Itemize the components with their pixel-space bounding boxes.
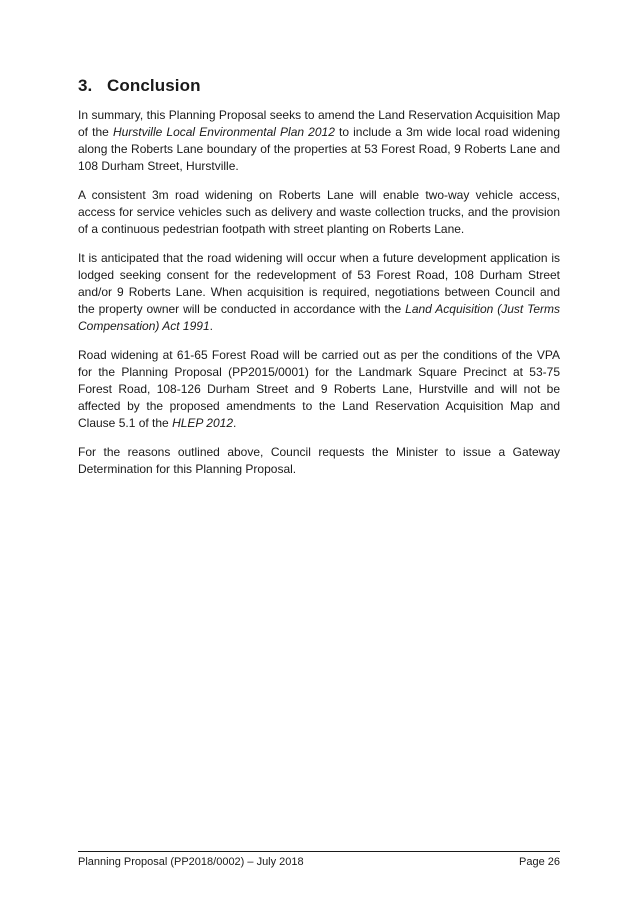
paragraph-road-widening: [78, 187, 560, 238]
footer-divider: [78, 851, 560, 852]
paragraph-text: A consistent 3m road widening on Roberts Lane will enable two-way vehicle access, access for service vehicles such as delivery and waste collection trucks, and the provision of a continuous pedestrian footpath with street planting on Roberts Lane.: [78, 188, 560, 236]
page-number: Page 26: [519, 856, 560, 868]
paragraph-text: For the reasons outlined above, Council requests the Minister to issue a Gateway Determination for this Planning Proposal.: [78, 445, 560, 476]
paragraph-text: Road widening at 61-65 Forest Road will be carried out as per the conditions of the VPA for the Planning Proposal (PP2015/0001) for the Landmark Square Precinct at 53-75 Forest Road, 108-126 Durham Street and 9 Roberts Lane, Hurstville and will not be affected by the proposed amendments to the Land Reservation Acquisition Map and Clause 5.1 of the: [78, 348, 560, 430]
paragraph-summary: [78, 107, 560, 175]
paragraph-text: .: [209, 319, 213, 333]
plan-name-italic: Hurstville Local Environmental Plan 2012: [112, 125, 335, 139]
hlep-italic: HLEP 2012: [172, 416, 233, 430]
footer-document-title: Planning Proposal (PP2018/0002) – July 2018: [78, 856, 304, 868]
section-title: Conclusion: [107, 76, 201, 95]
paragraph-text: In summary, this Planning Proposal seeks to amend the Land Reservation Acquisition Map of the: [78, 108, 560, 139]
paragraph-text: It is anticipated that the road widening will occur when a future development application is lodged seeking consent for the redevelopment of 53 Forest Road, 108 Durham Street and/or 9 Roberts Lane. When acquisition is required, negotiations between Council and the property owner will be conducted in accordance with the: [78, 251, 560, 316]
body-content: [78, 107, 560, 490]
paragraph-text: to include a 3m wide local road widening along the Roberts Lane boundary of the properties at 53 Forest Road, 9 Roberts Lane and 108 Durham Street, Hurstville.: [78, 125, 560, 173]
paragraph-acquisition: [78, 250, 560, 335]
paragraph-text: .: [233, 416, 237, 430]
paragraph-vpa: [78, 347, 560, 432]
act-name-italic: Land Acquisition (Just Terms Compensation) Act 1991: [78, 302, 561, 333]
section-number: 3.: [78, 76, 93, 95]
paragraph-request: [78, 444, 560, 478]
page-footer: [78, 855, 560, 869]
section-heading: [78, 76, 201, 96]
